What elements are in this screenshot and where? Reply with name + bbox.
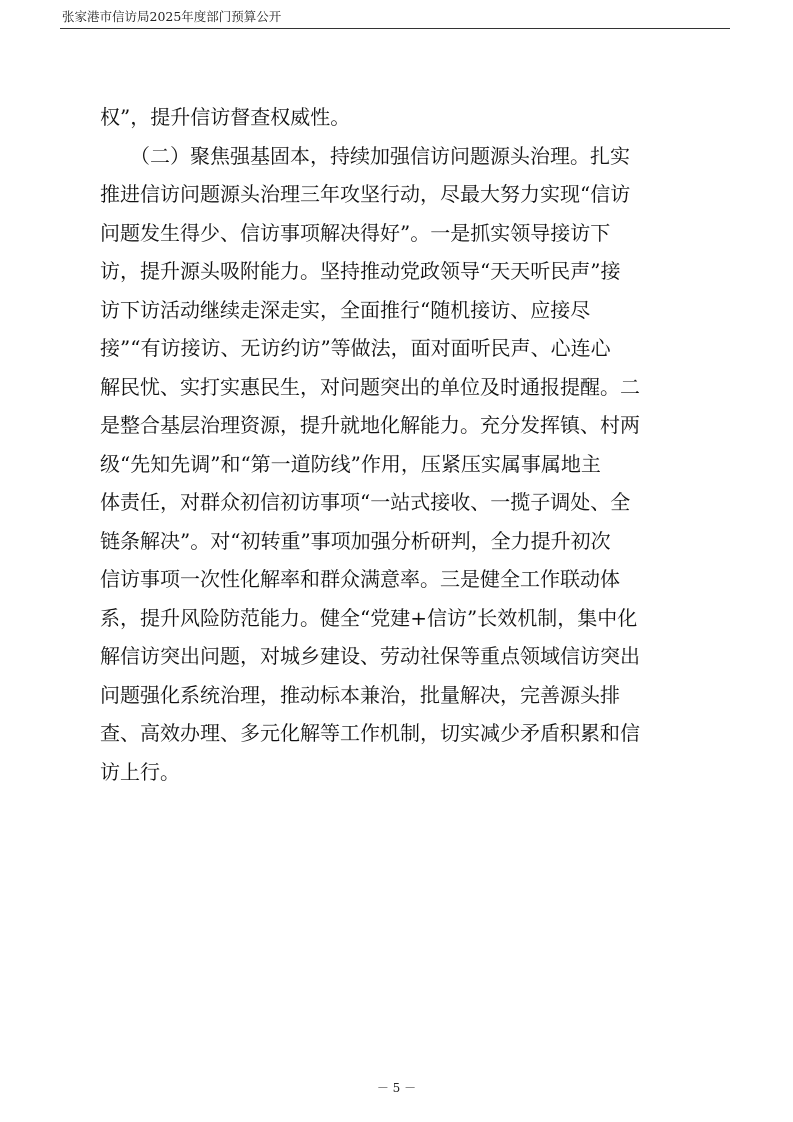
paragraph-line: 推进信访问题源头治理三年攻坚行动，尽最大努力实现“信访 (100, 182, 631, 206)
header-divider (60, 28, 730, 29)
header-title: 张家港市信访局2025年度部门预算公开 (62, 9, 282, 24)
paragraph-line: 权”，提升信访督查权威性。 (100, 105, 351, 129)
paragraph-line: 访，提升源头吸附能力。坚持推动党政领导“天天听民声”接 (100, 259, 621, 283)
paragraph-line: 体责任，对群众初信初访事项“一站式接收、一揽子调处、全 (100, 490, 631, 514)
paragraph-line: 解信访突出问题，对城乡建设、劳动社保等重点领域信访突出 (100, 644, 640, 668)
paragraph-line: 问题发生得少、信访事项解决得好”。一是抓实领导接访下 (100, 220, 611, 245)
paragraph-line: 解民忧、实打实惠民生，对问题突出的单位及时通报提醒。二 (100, 374, 640, 399)
paragraph-line: 查、高效办理、多元化解等工作机制，切实减少矛盾积累和信 (100, 721, 640, 745)
page-number: － 5 － (376, 1081, 417, 1095)
paragraph-line: 级“先知先调”和“第一道防线”作用，压紧压实属事属地主 (100, 451, 601, 476)
paragraph-line: 是整合基层治理资源，提升就地化解能力。充分发挥镇、村两 (100, 413, 640, 437)
paragraph-line: （二）聚焦强基固本，持续加强信访问题源头治理。扎实 (130, 143, 630, 168)
paragraph-line: 访下访活动继续走深走实，全面推行“随机接访、应接尽 (100, 297, 591, 322)
paragraph-line: 信访事项一次性化解率和群众满意率。三是健全工作联动体 (100, 567, 620, 591)
body-text (100, 98, 700, 791)
paragraph-line: 系，提升风险防范能力。健全“党建+信访”长效机制，集中化 (100, 605, 638, 630)
paragraph-line: 访上行。 (100, 759, 180, 784)
paragraph-line: 问题强化系统治理，推动标本兼治，批量解决，完善源头排 (100, 682, 620, 707)
paragraph-line: 链条解决”。对“初转重”事项加强分析研判，全力提升初次 (100, 528, 611, 553)
page-header (60, 8, 730, 30)
paragraph-line: 接”“有访接访、无访约访”等做法，面对面听民声、心连心 (100, 336, 611, 360)
